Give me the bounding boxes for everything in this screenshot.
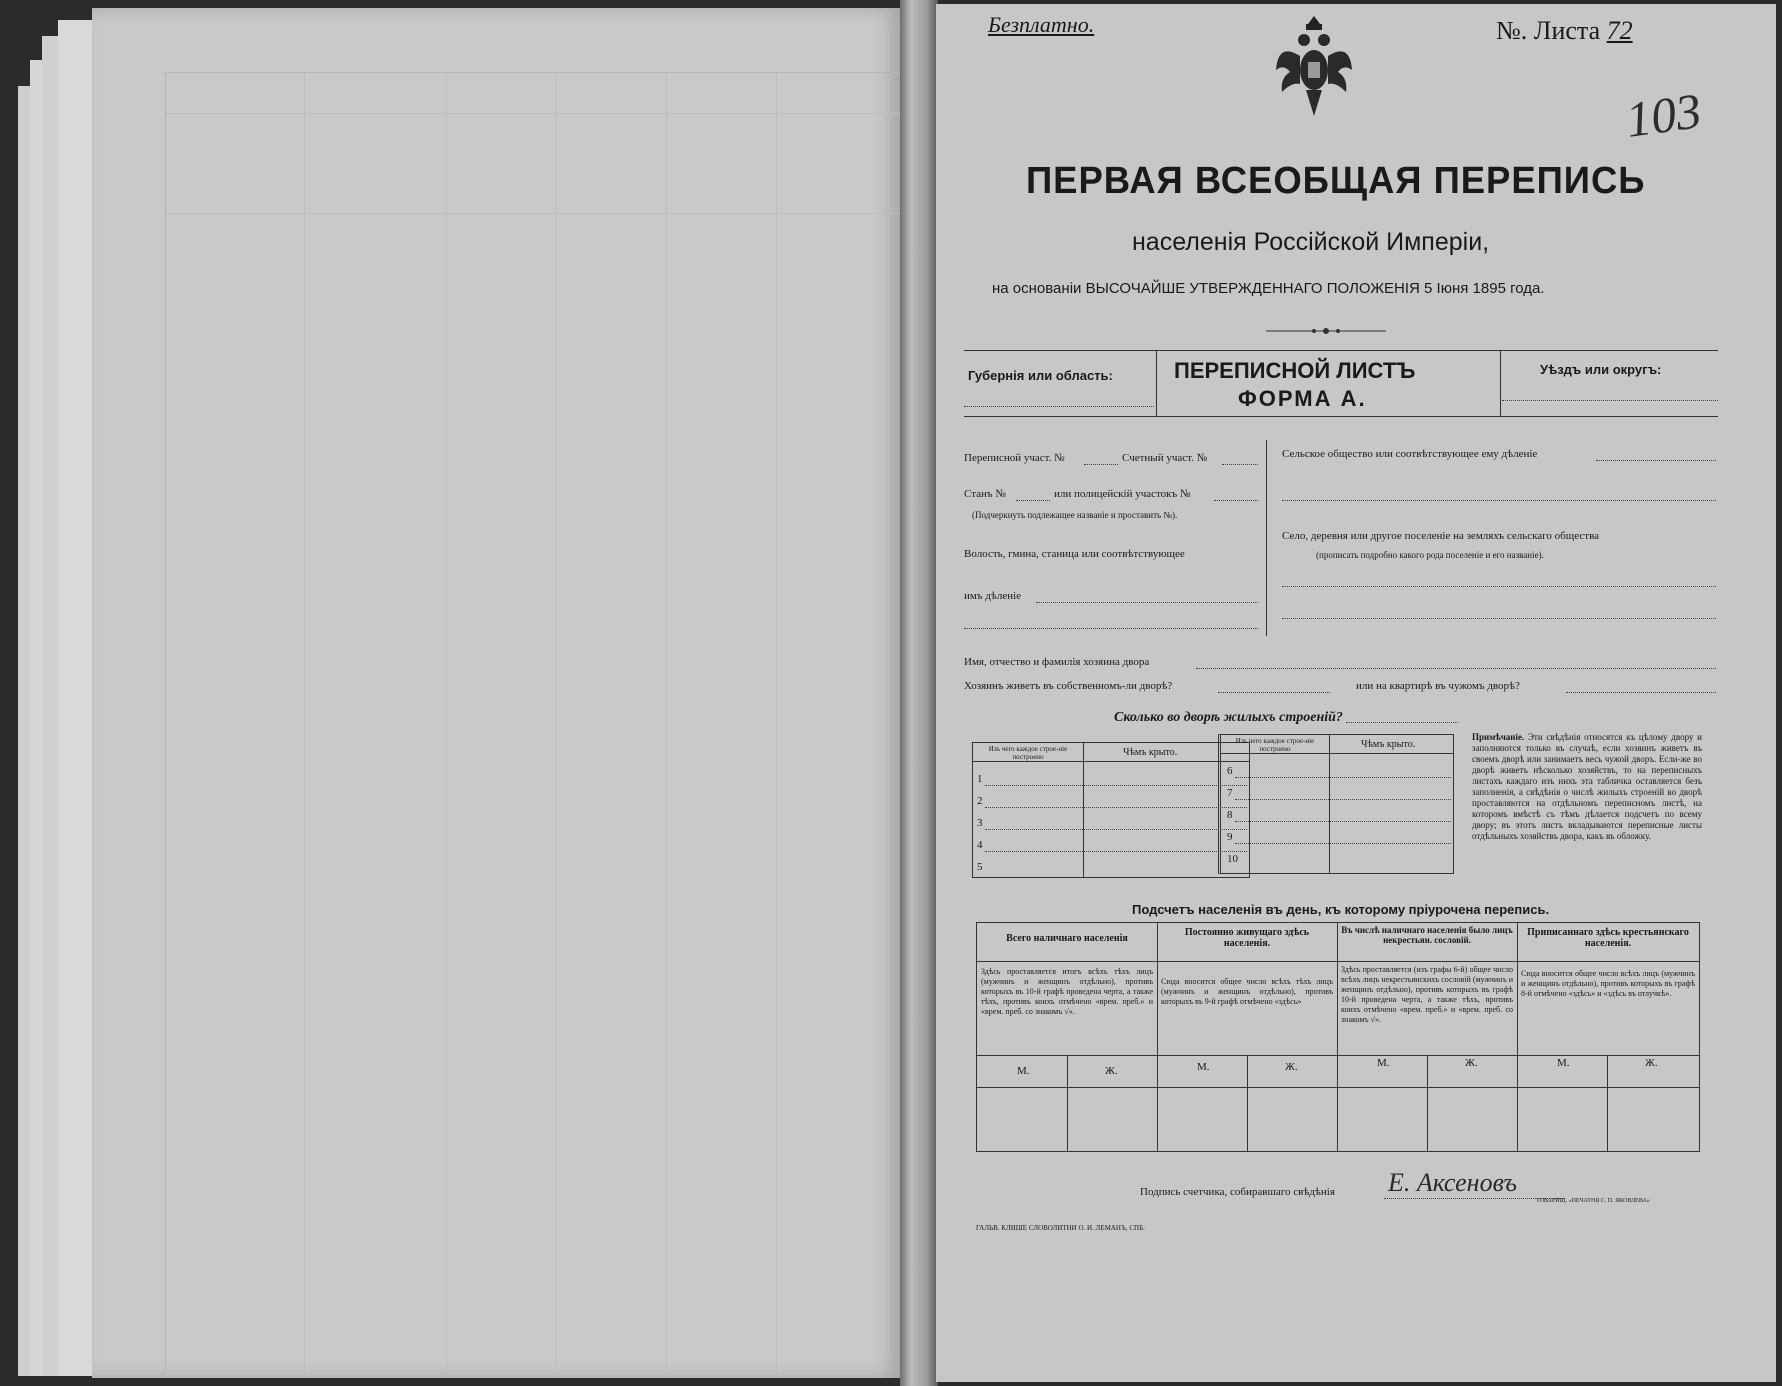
ghost-line <box>666 73 667 1373</box>
sheet-number-text: №. Листа <box>1496 16 1601 45</box>
owner-lives-label-b: или на квартирѣ въ чужомъ дворѣ? <box>1356 680 1520 692</box>
count-title: Подсчетъ населенія въ день, къ которому пріурочена перепись. <box>1132 902 1550 917</box>
count-zh-label: Ж. <box>1645 1057 1658 1069</box>
header-box-divider <box>1156 350 1157 416</box>
owner-lives-line-b <box>1566 692 1716 693</box>
camp-note: (Подчеркнуть подлежащее названіе и проставить №). <box>972 510 1178 520</box>
province-field-line <box>964 406 1154 407</box>
note-block <box>1472 732 1702 842</box>
police-section-label: или полицейскій участокъ № <box>1054 488 1191 500</box>
buildings-row-num: 4 <box>977 839 983 851</box>
eagle-emblem-icon <box>1272 12 1356 128</box>
count-col-desc: Сюда вносится общее число всѣхъ лицъ (мужчинъ и женщинъ отдѣльно), противъ которыхъ въ графѣ 8-й отмѣчено «здѣсь» и «здѣсь въ отлучкѣ». <box>1521 969 1695 998</box>
buildings-col-divider <box>1083 743 1084 877</box>
count-col-desc: Здѣсь проставляется итогъ всѣхъ тѣхъ лицъ (мужчинъ и женщинъ отдѣльно), противъ которыхъ въ 10-й графѣ проведена черта, а также тѣхъ, противъ коихъ отмѣчено «врем. преб.» и «врем. преб. со знакомъ √». <box>981 967 1153 1016</box>
buildings-row-line <box>985 807 1247 808</box>
count-m-label: М. <box>1197 1061 1210 1073</box>
form-title-line1: ПЕРЕПИСНОЙ ЛИСТЪ <box>1174 358 1416 383</box>
buildings-row-num: 10 <box>1227 853 1238 865</box>
census-section-line <box>1084 464 1118 465</box>
volost-line <box>1036 602 1258 603</box>
count-col-head: Въ числѣ наличнаго населенія было лицъ некрестьян. сословій. <box>1341 925 1513 945</box>
camp-label: Станъ № <box>964 488 1006 500</box>
district-field-line <box>1502 400 1718 401</box>
ghost-line <box>166 213 901 214</box>
buildings-col1-head: Изъ чего каждое строе-ніе построено <box>988 745 1068 761</box>
owner-lives-line <box>1218 692 1330 693</box>
buildings-row-line <box>985 851 1247 852</box>
sheet-number-label <box>1496 16 1633 46</box>
buildings-row-num: 9 <box>1227 831 1233 843</box>
count-col-head: Приписаннаго здѣсь крестьянскаго населенія. <box>1527 927 1689 949</box>
camp-line <box>1016 500 1050 501</box>
volost-label-b: имъ дѣленіе <box>964 590 1022 602</box>
buildings-row-num: 8 <box>1227 809 1233 821</box>
note-text: Эти свѣдѣнія относятся къ цѣлому двору и заполняются только въ случаѣ, если хозяинъ живетъ въ своемъ дворѣ или занимаетъ весь чужой дворъ. Если-же во дворѣ живетъ нѣсколько хозяйствъ, то на переписныхъ листахъ каждаго изъ нихъ эта табличка оставляется безъ заполненія, а свѣдѣнія о числѣ жилыхъ строеній во дворѣ проставляются на отдѣльномъ переписномъ листѣ, на которомъ вмѣстѣ съ тѣмъ дѣлается подсчетъ по всему двору; въ этотъ листъ вкладываются переписные листы отдѣльныхъ хозяйствъ двора, какъ въ обложку. <box>1472 732 1702 841</box>
footer-left: ГАЛЬВ. КЛИШЕ СЛОВОЛИТНИ О. И. ЛЕМАНЪ, СПБ. <box>976 1224 1145 1232</box>
owner-name-label: Имя, отчество и фамилія хозяина двора <box>964 656 1150 668</box>
sheet-number-value: 72 <box>1606 16 1633 45</box>
buildings-col2-head: Чѣмъ крыто. <box>1123 747 1178 758</box>
ghost-line <box>446 73 447 1373</box>
count-m-label: М. <box>1017 1065 1030 1077</box>
ghost-line <box>556 73 557 1373</box>
buildings-row-line <box>1235 799 1451 800</box>
ghost-line <box>304 73 305 1373</box>
form-subtitle: населенія Россійской Имперіи, <box>1132 228 1490 256</box>
rural-society-line-2 <box>1282 500 1716 501</box>
ghost-line <box>776 73 777 1373</box>
province-label: Губернія или область: <box>968 368 1113 383</box>
buildings-line <box>1346 722 1458 723</box>
buildings-row-num: 6 <box>1227 765 1233 777</box>
village-line <box>1282 586 1716 587</box>
owner-lives-label: Хозяинъ живетъ въ собственномъ-ли дворѣ? <box>964 680 1173 692</box>
count-col-head: Постоянно живущаго здѣсь населенія. <box>1184 927 1310 949</box>
village-note: (прописать подробно какого рода поселеніе и его названіе). <box>1316 550 1544 560</box>
village-label: Село, деревня или другое поселеніе на земляхъ сельскаго общества <box>1282 530 1600 542</box>
census-form-page <box>936 4 1776 1382</box>
count-col-desc: Сюда вносится общее число всѣхъ тѣхъ лицъ (мужчинъ и женщинъ отдѣльно), противъ которыхъ въ 9-й графѣ отмѣчено «здѣсь» <box>1161 977 1333 1006</box>
ornament-divider-icon <box>1266 326 1386 336</box>
book-gutter <box>900 0 938 1386</box>
signature-label: Подпись счетчика, собиравшаго свѣдѣнія <box>1140 1186 1335 1198</box>
volost-label: Волость, гмина, станица или соотвѣтствующее <box>964 548 1185 560</box>
count-mz-divider <box>1427 1055 1428 1151</box>
buildings-head-line <box>1221 753 1453 754</box>
count-section-line <box>1222 464 1258 465</box>
header-box-bottom <box>964 416 1718 417</box>
owner-name-line <box>1196 668 1716 669</box>
buildings-col-divider <box>1329 735 1330 873</box>
buildings-col2-head: Чѣмъ крыто. <box>1361 739 1416 750</box>
note-title: Примѣчаніе. <box>1472 732 1525 742</box>
count-col-divider <box>1517 923 1518 1151</box>
count-mz-divider <box>1247 1055 1248 1151</box>
count-mz-divider <box>1607 1055 1608 1151</box>
count-zh-label: Ж. <box>1465 1057 1478 1069</box>
show-through-table <box>165 72 901 1373</box>
count-col-divider <box>1337 923 1338 1151</box>
fields-divider <box>1266 440 1267 636</box>
buildings-row-num: 3 <box>977 817 983 829</box>
left-page <box>92 8 902 1378</box>
count-mz-divider <box>1067 1055 1068 1151</box>
count-col-head: Всего наличнаго населенія <box>1006 933 1128 944</box>
count-col-desc: Здѣсь проставляется (изъ графы 6-й) общее число всѣхъ лицъ некрестьянскихъ сословій (мужчинъ и женщинъ отдѣльно), противъ которыхъ въ графѣ 10-й проведена черта, а также тѣхъ, противъ коихъ отмѣчено «врем. преб.» и «врем. преб. со знакомъ √». <box>1341 965 1513 1024</box>
handwritten-page-number: 103 <box>1622 82 1705 148</box>
footer-right: ТОВАРИЩ. «ПЕЧАТНЯ С. П. ЯКОВЛЕВА» <box>1536 1198 1650 1204</box>
count-m-label: М. <box>1377 1057 1390 1069</box>
header-box-top <box>964 350 1718 351</box>
rural-society-label: Сельское общество или соотвѣтствующее ему дѣленіе <box>1282 448 1538 460</box>
count-zh-label: Ж. <box>1105 1065 1118 1077</box>
village-line-2 <box>1282 618 1716 619</box>
count-m-label: М. <box>1557 1057 1570 1069</box>
buildings-row-line <box>985 785 1247 786</box>
buildings-row-line <box>1235 843 1451 844</box>
count-desc-line <box>977 1055 1699 1056</box>
district-label: Уѣздъ или округъ: <box>1540 362 1662 377</box>
buildings-row-num: 1 <box>977 773 983 785</box>
buildings-question: Сколько во дворѣ жилыхъ строеній? <box>1114 710 1343 725</box>
form-main-title: ПЕРВАЯ ВСЕОБЩАЯ ПЕРЕПИСЬ <box>1026 160 1646 202</box>
police-section-line <box>1214 500 1258 501</box>
signature-handwriting: Е. Аксеновъ <box>1388 1168 1518 1197</box>
buildings-table-left <box>972 742 1250 878</box>
rural-society-line <box>1596 460 1716 461</box>
free-label: Безплатно. <box>988 12 1095 37</box>
buildings-col1-head: Изъ чего каждое строе-ніе построено <box>1235 737 1315 753</box>
buildings-row-line <box>985 829 1247 830</box>
buildings-row-num: 7 <box>1227 787 1233 799</box>
buildings-row-num: 2 <box>977 795 983 807</box>
volost-line-2 <box>964 628 1258 629</box>
header-box-divider <box>1500 350 1501 416</box>
form-title-line2: ФОРМА А. <box>1238 386 1367 411</box>
buildings-head-line <box>973 761 1249 762</box>
count-table <box>976 922 1700 1152</box>
ghost-line <box>166 113 901 114</box>
count-head-line <box>977 961 1699 962</box>
buildings-row-line <box>1235 821 1451 822</box>
count-col-divider <box>1157 923 1158 1151</box>
buildings-row-line <box>1235 777 1451 778</box>
census-section-label: Переписной участ. № <box>964 452 1065 464</box>
count-section-label: Счетный участ. № <box>1122 452 1208 464</box>
form-basis-line: на основаніи ВЫСОЧАЙШЕ УТВЕРЖДЕННАГО ПОЛОЖЕНІЯ 5 Іюня 1895 года. <box>992 280 1545 297</box>
count-mz-line <box>977 1087 1699 1088</box>
count-zh-label: Ж. <box>1285 1061 1298 1073</box>
buildings-row-num: 5 <box>977 861 983 873</box>
buildings-table-right <box>1218 734 1454 874</box>
